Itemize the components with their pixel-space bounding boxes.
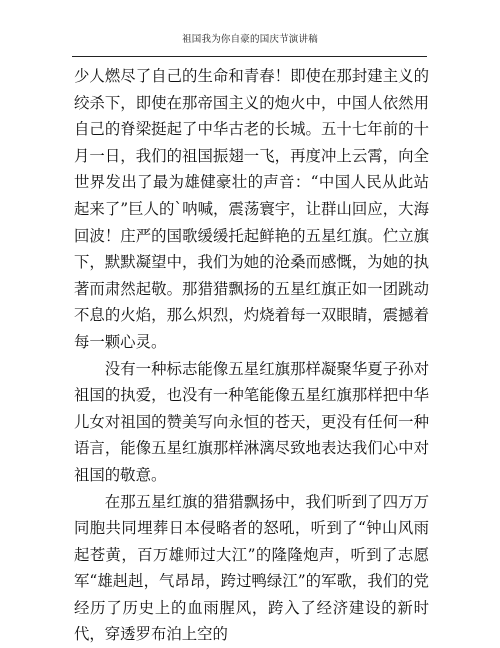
body-paragraph: 在那五星红旗的猎猎飘扬中，我们听到了四万万同胞共同埋葬日本侵略者的怒吼，听到了“钟山风雨起苍黄，百万雄师过大江”的隆隆炮声，听到了志愿军“雄赳赳，气昂昂，跨过鸭绿江”的军歌，我们的党经历了历史上的血雨腥风，跨入了经济建设的新时代，穿透罗布泊上空的 bbox=[74, 489, 429, 648]
body-paragraph: 少人燃尽了自己的生命和青春！即使在那封建主义的绞杀下，即使在那帝国主义的炮火中，中国人依然用自己的脊梁挺起了中华古老的长城。五十七年前的十月一日，我们的祖国振翅一飞，再度冲上云霄，向全世界发出了最为雄健豪壮的声音：“中国人民从此站起来了”巨人的`呐喊，震荡寰宇，让群山回应，大海回波！庄严的国歌缓缓托起鲜艳的五星红旗。伫立旗下，默默凝望中，我们为她的沧桑而感慨，为她的执著而肃然起敬。那猎猎飘扬的五星红旗正如一团跳动不息的火焰，那么炽烈，灼烧着每一双眼睛，震撼着每一颗心灵。 bbox=[74, 63, 429, 356]
document-header-title: 祖国我为你自豪的国庆节演讲稿 bbox=[0, 31, 500, 45]
document-body bbox=[74, 63, 429, 648]
header-divider bbox=[72, 56, 427, 57]
body-paragraph: 没有一种标志能像五星红旗那样凝聚华夏子孙对祖国的执爱，也没有一种笔能像五星红旗那样把中华儿女对祖国的赞美写向永恒的苍天，更没有任何一种语言，能像五星红旗那样淋漓尽致地表达我们心中对祖国的敬意。 bbox=[74, 356, 429, 489]
